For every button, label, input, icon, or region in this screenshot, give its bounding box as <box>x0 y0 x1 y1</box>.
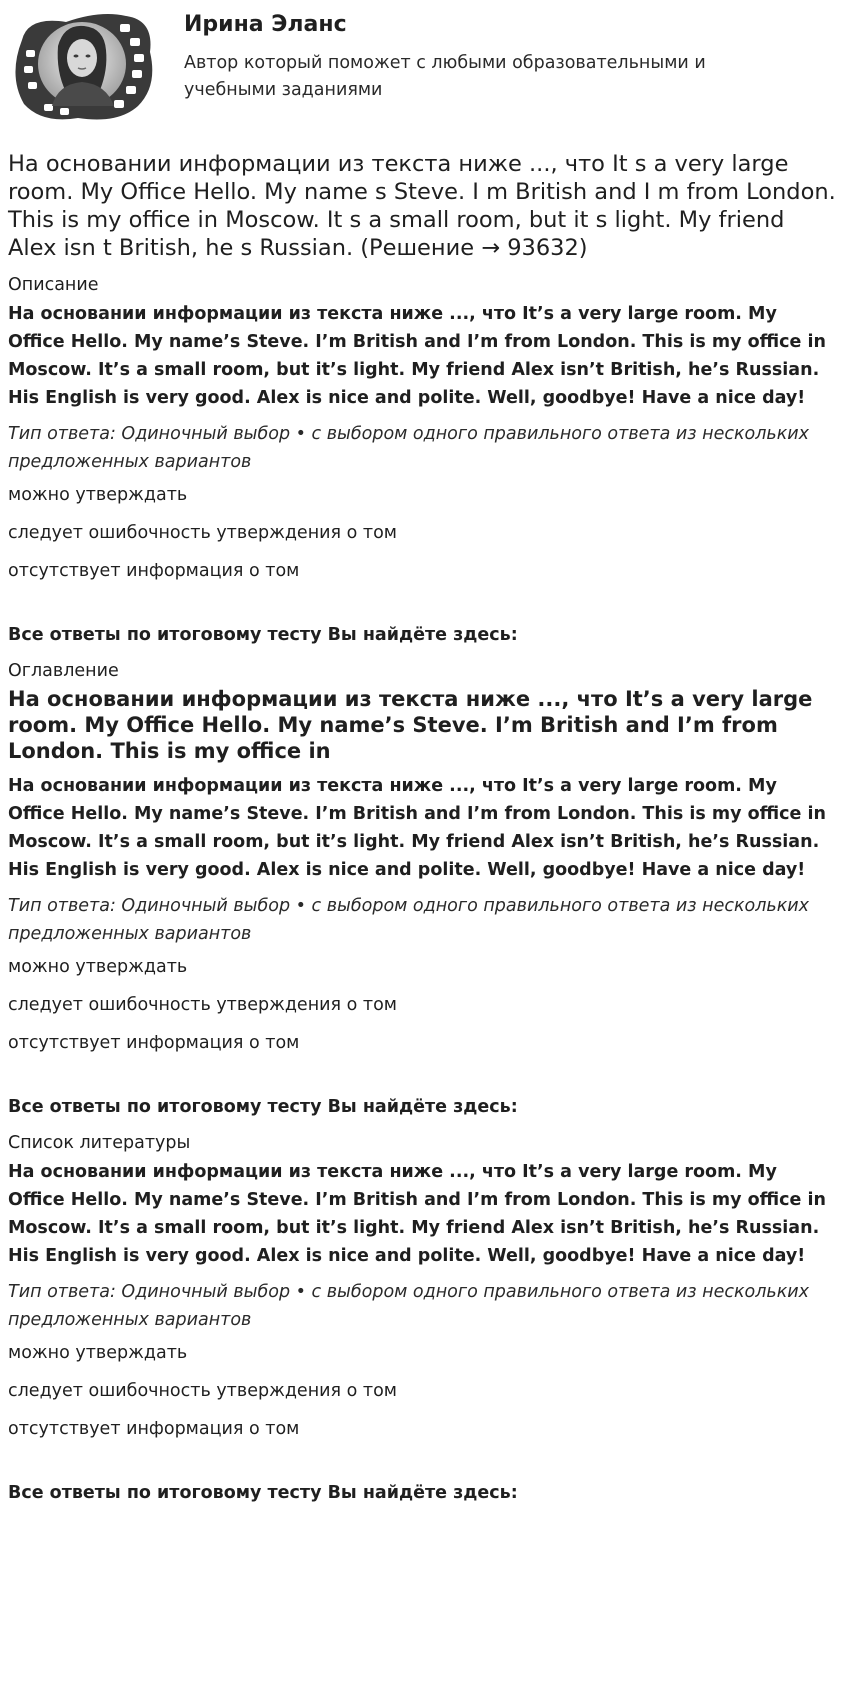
all-answers-link[interactable]: Все ответы по итоговому тесту Вы найдёте здесь: <box>8 625 518 645</box>
answer-type: Тип ответа: Одиночный выбор • с выбором одного правильного ответа из нескольких предложенных вариантов <box>8 1282 810 1330</box>
answer-option: отсутствует информация о том <box>8 561 300 581</box>
section-references <box>8 1132 839 1504</box>
section-label: Описание <box>8 275 99 295</box>
answer-option: следует ошибочность утверждения о том <box>8 523 397 543</box>
answer-options <box>8 1342 839 1440</box>
section-description <box>8 274 839 646</box>
section-contents <box>8 660 839 1118</box>
answer-option: отсутствует информация о том <box>8 1033 300 1053</box>
page-title: На основании информации из текста ниже ..., что It s a very large room. My Office Hello. My name s Steve. I m British and I m from London. This is my office in Moscow. It s a small room, but it s light. My friend Alex isn t British, he s Russian. (Решение → 93632) <box>8 151 836 261</box>
answer-option: можно утверждать <box>8 957 188 977</box>
author-avatar[interactable] <box>8 6 158 124</box>
question-text: На основании информации из текста ниже ..., что It’s a very large room. My Office Hello. My name’s Steve. I’m British and I’m from London. This is my office in Moscow. It’s a small room, but it’s light. My friend Alex isn’t British, he’s Russian. His English is very good. Alex is nice and polite. Well, goodbye! Have a nice day! <box>8 776 826 880</box>
section-heading: На основании информации из текста ниже ..., что It’s a very large room. My Office Hello. My name’s Steve. I’m British and I’m from London. This is my office in <box>8 687 813 763</box>
answer-type: Тип ответа: Одиночный выбор • с выбором одного правильного ответа из нескольких предложенных вариантов <box>8 896 810 944</box>
question-text: На основании информации из текста ниже ..., что It’s a very large room. My Office Hello. My name’s Steve. I’m British and I’m from London. This is my office in Moscow. It’s a small room, but it’s light. My friend Alex isn’t British, he’s Russian. His English is very good. Alex is nice and polite. Well, goodbye! Have a nice day! <box>8 1162 826 1266</box>
author-bio: Автор который поможет с любыми образовательными и учебными заданиями <box>184 53 706 100</box>
answer-options <box>8 956 839 1054</box>
answer-option: можно утверждать <box>8 485 188 505</box>
all-answers-link[interactable]: Все ответы по итоговому тесту Вы найдёте здесь: <box>8 1097 518 1117</box>
answer-option: следует ошибочность утверждения о том <box>8 1381 397 1401</box>
answer-options <box>8 484 839 582</box>
avatar-film-frame-icon <box>8 6 158 124</box>
answer-type: Тип ответа: Одиночный выбор • с выбором одного правильного ответа из нескольких предложенных вариантов <box>8 424 810 472</box>
author-name[interactable]: Ирина Эланс <box>184 12 347 37</box>
question-text: На основании информации из текста ниже ..., что It’s a very large room. My Office Hello. My name’s Steve. I’m British and I’m from London. This is my office in Moscow. It’s a small room, but it’s light. My friend Alex isn’t British, he’s Russian. His English is very good. Alex is nice and polite. Well, goodbye! Have a nice day! <box>8 304 826 408</box>
answer-option: можно утверждать <box>8 1343 188 1363</box>
section-label: Оглавление <box>8 661 119 681</box>
author-card <box>8 0 839 136</box>
section-label: Список литературы <box>8 1133 191 1153</box>
all-answers-link[interactable]: Все ответы по итоговому тесту Вы найдёте здесь: <box>8 1483 518 1503</box>
answer-option: следует ошибочность утверждения о том <box>8 995 397 1015</box>
answer-option: отсутствует информация о том <box>8 1419 300 1439</box>
